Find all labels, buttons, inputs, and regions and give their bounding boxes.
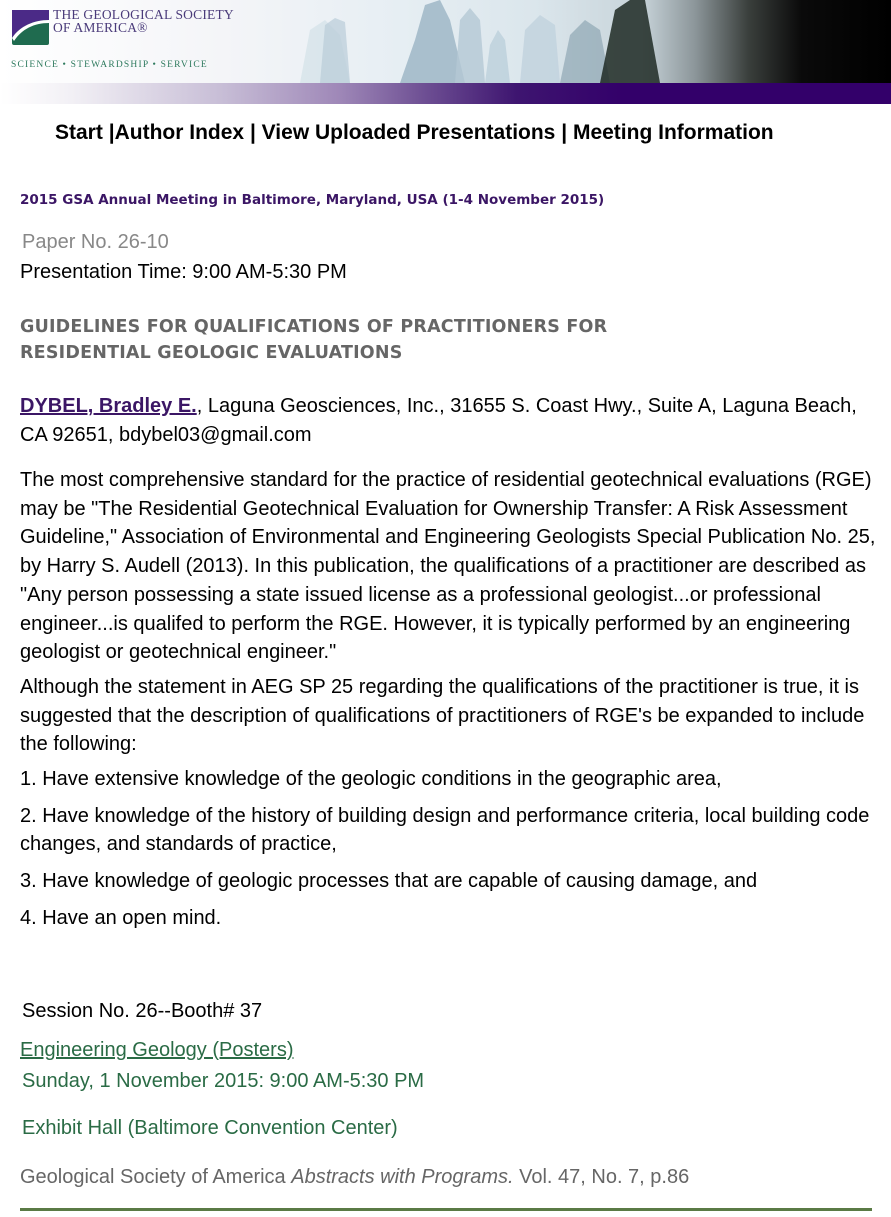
mountain-landscape-image (300, 0, 891, 83)
citation (20, 1166, 689, 1189)
nav-author-index-link[interactable]: Author Index (114, 121, 245, 144)
abstract-paragraph: Although the statement in AEG SP 25 regarding the qualifications of the practitioner is true, it is suggested that the description of qualifications of practitioners of RGE's be expanded to include the following: (20, 675, 865, 756)
header-banner (0, 0, 891, 83)
top-nav (55, 121, 774, 145)
citation-prefix: Geological Society of America (20, 1166, 292, 1188)
gsa-logo-icon (12, 10, 49, 45)
presentation-time: Presentation Time: 9:00 AM-5:30 PM (20, 261, 347, 283)
footer-divider (20, 1208, 872, 1211)
nav-start-link[interactable]: Start (55, 121, 103, 144)
abstract-list-item: 2. Have knowledge of the history of building design and performance criteria, local building code changes, and standards of practice, (20, 804, 870, 856)
nav-separator: | (108, 121, 115, 144)
nav-view-uploaded-presentations-link[interactable]: View Uploaded Presentations (261, 121, 556, 144)
author-block (20, 392, 880, 449)
citation-journal: Abstracts with Programs. (291, 1166, 514, 1188)
logo-tagline: SCIENCE • STEWARDSHIP • SERVICE (11, 60, 208, 70)
session-number: Session No. 26--Booth# 37 (22, 1000, 263, 1022)
abstract (20, 466, 880, 941)
session-location: Exhibit Hall (Baltimore Convention Center) (22, 1117, 398, 1139)
nav-separator: | (561, 121, 568, 144)
paper-title (20, 314, 780, 366)
header-purple-bar (0, 83, 891, 104)
paper-title-line-2: RESIDENTIAL GEOLOGIC EVALUATIONS (20, 343, 403, 363)
abstract-list-item: 4. Have an open mind. (20, 906, 222, 929)
abstract-list-item: 1. Have extensive knowledge of the geologic conditions in the geographic area, (20, 768, 722, 791)
author-affiliation: , Laguna Geosciences, Inc., 31655 S. Coast Hwy., Suite A, Laguna Beach, CA 92651, bdybel03@gmail.com (20, 395, 857, 446)
session-name-link[interactable]: Engineering Geology (Posters) (20, 1039, 294, 1061)
author-link[interactable]: DYBEL, Bradley E. (20, 395, 197, 417)
nav-separator: | (249, 121, 256, 144)
meeting-title: 2015 GSA Annual Meeting in Baltimore, Maryland, USA (1-4 November 2015) (20, 192, 605, 208)
nav-meeting-information-link[interactable]: Meeting Information (572, 121, 774, 144)
logo-line-1: THE GEOLOGICAL SOCIETY (53, 7, 234, 22)
logo-line-2: OF AMERICA® (53, 20, 148, 35)
abstract-list-item: 3. Have knowledge of geologic processes that are capable of causing damage, and (20, 870, 758, 893)
citation-suffix: Vol. 47, No. 7, p.86 (513, 1166, 690, 1188)
abstract-paragraph: The most comprehensive standard for the practice of residential geotechnical evaluations (RGE) may be "The Residential Geotechnical Evaluation for Ownership Transfer: A Risk Assessment Guideline," Association of Environmental and Engineering Geologists Special Publication No. 25, by Harry S. Audell (2013). In this publication, the qualifications of a practitioner are described as "Any person possessing a state issued license as a professional geologist...or professional engineer...is qualifed to perform the RGE. However, it is typically performed by an engineering geologist or geotechnical engineer." (20, 469, 876, 664)
paper-title-line-1: GUIDELINES FOR QUALIFICATIONS OF PRACTITIONERS FOR (20, 317, 608, 337)
paper-number: Paper No. 26-10 (22, 231, 169, 253)
session-datetime: Sunday, 1 November 2015: 9:00 AM-5:30 PM (22, 1070, 425, 1092)
logo-text (53, 8, 234, 34)
